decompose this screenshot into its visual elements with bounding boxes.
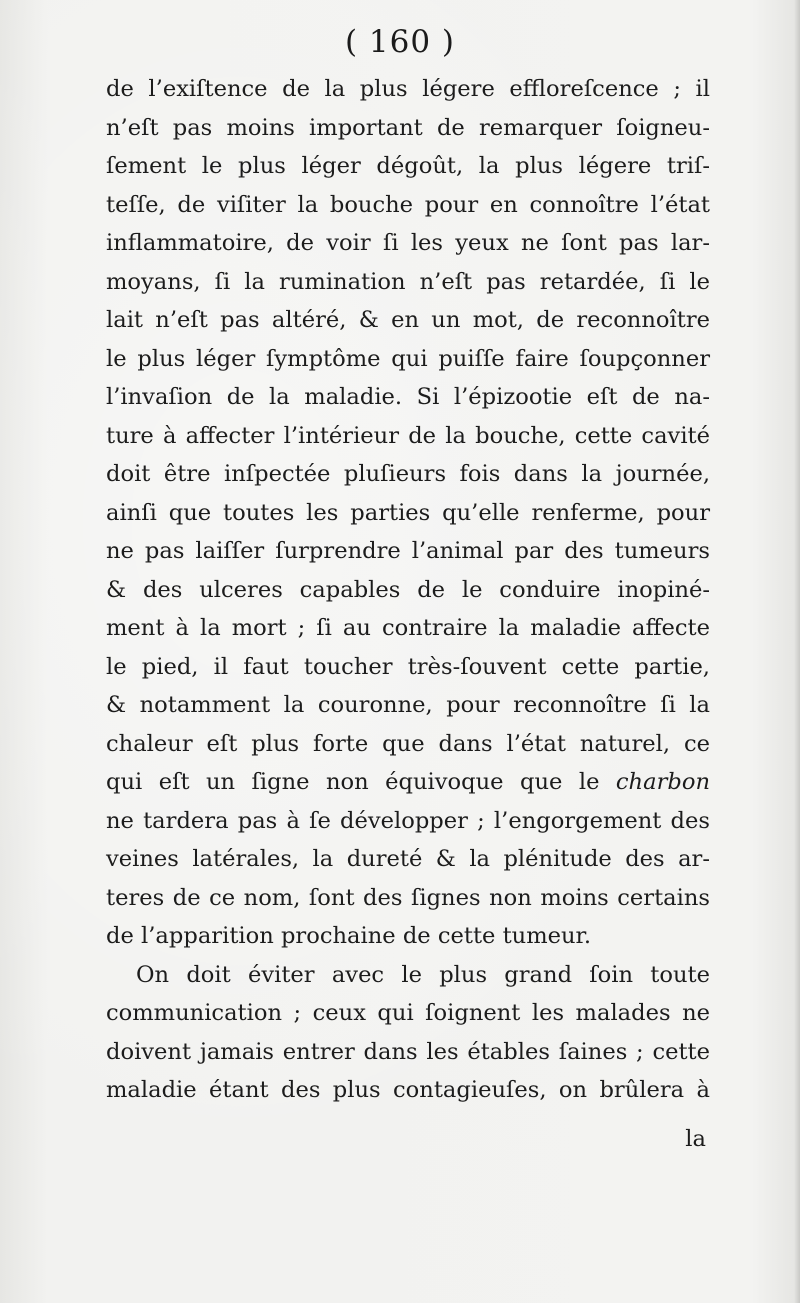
catchword: la bbox=[685, 1126, 706, 1152]
text-line: teſſe, de viſiter la bouche pour en connoître l’état bbox=[106, 191, 710, 218]
text-line: maladie étant des plus contagieuſes, on brûlera à bbox=[106, 1077, 710, 1103]
text-line: ainſi que toutes les parties qu’elle renferme, pour bbox=[106, 499, 710, 526]
text-line: ne tardera pas à ſe développer ; l’engorgement des bbox=[106, 807, 710, 834]
text-line: On doit éviter avec le plus grand ſoin toute bbox=[136, 961, 710, 988]
text-line: de l’exiſtence de la plus légere effloreſcence ; il bbox=[106, 76, 710, 102]
text-line: doivent jamais entrer dans les étables ſaines ; cette bbox=[106, 1038, 710, 1065]
text-line: chaleur eſt plus forte que dans l’état naturel, ce bbox=[106, 730, 710, 757]
paragraph-2 bbox=[106, 956, 710, 1110]
text-line: veines latérales, la dureté & la plénitude des ar- bbox=[106, 846, 710, 872]
text-line: teres de ce nom, ſont des ſignes non moins certains bbox=[106, 884, 710, 911]
text-line: le plus léger ſymptôme qui puiſſe faire ſoupçonner bbox=[106, 345, 710, 372]
text-line: & notamment la couronne, pour reconnoître ſi la bbox=[106, 692, 710, 718]
text-line: le pied, il faut toucher très-ſouvent cette partie, bbox=[106, 653, 710, 680]
italic-word: charbon bbox=[615, 769, 710, 795]
text-line: ne pas laiſſer ſurprendre l’animal par des tumeurs bbox=[106, 538, 710, 564]
text-line: doit être inſpectée pluſieurs fois dans la journée, bbox=[106, 461, 710, 487]
page-edge-shadow bbox=[794, 0, 800, 1303]
body-text bbox=[106, 70, 710, 1110]
text-line: l’invaſion de la maladie. Si l’épizootie eſt de na- bbox=[106, 384, 710, 410]
text-line: moyans, ſi la rumination n’eſt pas retardée, ſi le bbox=[106, 268, 710, 295]
text-line: qui eſt un ſigne non équivoque que le charbon bbox=[106, 769, 710, 795]
text-line: n’eſt pas moins important de remarquer ſoigneu- bbox=[106, 114, 710, 141]
text-line: ſement le plus léger dégoût, la plus légere triſ- bbox=[106, 153, 710, 179]
text-line: de l’apparition prochaine de cette tumeur. bbox=[106, 923, 592, 949]
text-line: & des ulceres capables de le conduire inopiné- bbox=[106, 576, 710, 603]
text-line: inflammatoire, de voir ſi les yeux ne ſont pas lar- bbox=[106, 230, 710, 256]
paragraph-1 bbox=[106, 70, 710, 956]
text-line: lait n’eſt pas altéré, & en un mot, de reconnoître bbox=[106, 307, 710, 333]
page-number: ( 160 ) bbox=[344, 24, 456, 60]
text-line: ture à affecter l’intérieur de la bouche, cette cavité bbox=[106, 422, 710, 449]
text-line: ment à la mort ; ſi au contraire la maladie affecte bbox=[106, 615, 710, 641]
text-line: communication ; ceux qui ſoignent les malades ne bbox=[106, 1000, 710, 1026]
